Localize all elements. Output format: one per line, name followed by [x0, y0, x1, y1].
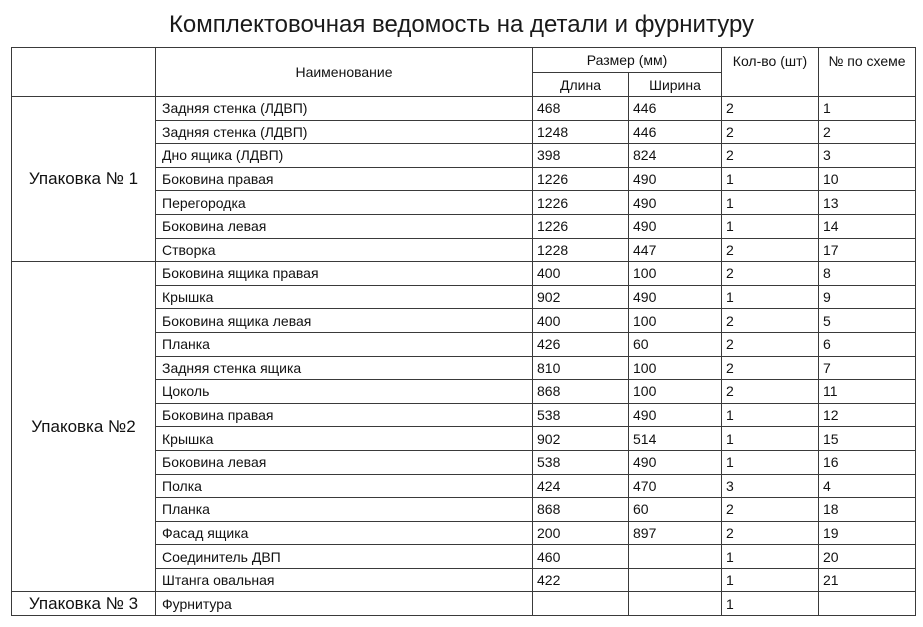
package-label: Упаковка № 3	[12, 592, 156, 616]
quantity-cell: 1	[722, 427, 819, 451]
scheme-number-cell: 3	[819, 144, 916, 168]
quantity-cell: 2	[722, 356, 819, 380]
scheme-number-cell: 9	[819, 285, 916, 309]
scheme-number-cell: 13	[819, 191, 916, 215]
scheme-number-cell: 20	[819, 545, 916, 569]
scheme-number-cell: 10	[819, 167, 916, 191]
scheme-number-cell: 19	[819, 521, 916, 545]
width-cell: 490	[629, 191, 722, 215]
length-cell: 868	[533, 498, 629, 522]
width-cell	[629, 545, 722, 569]
part-name-cell: Боковина ящика левая	[156, 309, 533, 333]
width-cell: 490	[629, 285, 722, 309]
scheme-number-cell: 11	[819, 380, 916, 404]
scheme-number-cell: 21	[819, 568, 916, 592]
width-cell: 490	[629, 214, 722, 238]
quantity-cell: 2	[722, 380, 819, 404]
scheme-number-cell: 7	[819, 356, 916, 380]
part-name-cell: Фурнитура	[156, 592, 533, 616]
width-cell: 490	[629, 403, 722, 427]
quantity-cell: 1	[722, 568, 819, 592]
width-cell: 100	[629, 262, 722, 286]
quantity-cell: 2	[722, 144, 819, 168]
header-size: Размер (мм)	[533, 48, 722, 73]
scheme-number-cell: 6	[819, 332, 916, 356]
scheme-number-cell: 8	[819, 262, 916, 286]
length-cell	[533, 592, 629, 616]
length-cell: 422	[533, 568, 629, 592]
part-name-cell: Полка	[156, 474, 533, 498]
quantity-cell: 2	[722, 238, 819, 262]
length-cell: 460	[533, 545, 629, 569]
width-cell: 447	[629, 238, 722, 262]
part-name-cell: Штанга овальная	[156, 568, 533, 592]
package-label: Упаковка №2	[12, 262, 156, 592]
quantity-cell: 2	[722, 262, 819, 286]
part-name-cell: Планка	[156, 498, 533, 522]
width-cell	[629, 592, 722, 616]
header-name: Наименование	[156, 48, 533, 97]
length-cell: 1228	[533, 238, 629, 262]
scheme-number-cell: 5	[819, 309, 916, 333]
scheme-number-cell: 2	[819, 120, 916, 144]
quantity-cell: 1	[722, 403, 819, 427]
scheme-number-cell: 1	[819, 97, 916, 121]
quantity-cell: 2	[722, 521, 819, 545]
scheme-number-cell	[819, 592, 916, 616]
part-name-cell: Цоколь	[156, 380, 533, 404]
width-cell: 100	[629, 356, 722, 380]
width-cell: 824	[629, 144, 722, 168]
quantity-cell: 2	[722, 120, 819, 144]
part-name-cell: Боковина левая	[156, 214, 533, 238]
header-corner-cell	[12, 48, 156, 97]
part-name-cell: Боковина левая	[156, 450, 533, 474]
page-title: Комплектовочная ведомость на детали и фурнитуру	[168, 11, 755, 38]
width-cell: 100	[629, 380, 722, 404]
length-cell: 1226	[533, 167, 629, 191]
length-cell: 868	[533, 380, 629, 404]
scheme-number-cell: 16	[819, 450, 916, 474]
length-cell: 1248	[533, 120, 629, 144]
width-cell: 60	[629, 498, 722, 522]
scheme-number-cell: 18	[819, 498, 916, 522]
width-cell: 490	[629, 167, 722, 191]
header-width: Ширина	[629, 73, 722, 97]
width-cell: 490	[629, 450, 722, 474]
width-cell: 446	[629, 97, 722, 121]
table-row	[12, 592, 916, 616]
length-cell: 400	[533, 309, 629, 333]
quantity-cell: 1	[722, 285, 819, 309]
scheme-number-cell: 14	[819, 214, 916, 238]
scheme-number-cell: 12	[819, 403, 916, 427]
table-row	[12, 262, 916, 286]
part-name-cell: Планка	[156, 332, 533, 356]
length-cell: 538	[533, 403, 629, 427]
quantity-cell: 3	[722, 474, 819, 498]
part-name-cell: Задняя стенка ящика	[156, 356, 533, 380]
quantity-cell: 2	[722, 309, 819, 333]
quantity-cell: 2	[722, 498, 819, 522]
length-cell: 400	[533, 262, 629, 286]
part-name-cell: Крышка	[156, 285, 533, 309]
width-cell: 897	[629, 521, 722, 545]
length-cell: 398	[533, 144, 629, 168]
table-row	[12, 97, 916, 121]
quantity-cell: 2	[722, 97, 819, 121]
quantity-cell: 2	[722, 332, 819, 356]
length-cell: 902	[533, 427, 629, 451]
part-name-cell: Задняя стенка (ЛДВП)	[156, 120, 533, 144]
quantity-cell: 1	[722, 450, 819, 474]
width-cell: 514	[629, 427, 722, 451]
header-length: Длина	[533, 73, 629, 97]
parts-table	[11, 47, 916, 616]
scheme-number-cell: 17	[819, 238, 916, 262]
width-cell: 100	[629, 309, 722, 333]
part-name-cell: Фасад ящика	[156, 521, 533, 545]
length-cell: 468	[533, 97, 629, 121]
scheme-number-cell: 4	[819, 474, 916, 498]
quantity-cell: 1	[722, 191, 819, 215]
part-name-cell: Боковина ящика правая	[156, 262, 533, 286]
length-cell: 426	[533, 332, 629, 356]
part-name-cell: Перегородка	[156, 191, 533, 215]
header-scheme: № по схеме	[819, 48, 916, 97]
part-name-cell: Дно ящика (ЛДВП)	[156, 144, 533, 168]
length-cell: 200	[533, 521, 629, 545]
length-cell: 1226	[533, 214, 629, 238]
width-cell: 470	[629, 474, 722, 498]
length-cell: 538	[533, 450, 629, 474]
part-name-cell: Соединитель ДВП	[156, 545, 533, 569]
length-cell: 424	[533, 474, 629, 498]
header-qty: Кол-во (шт)	[722, 48, 819, 97]
part-name-cell: Крышка	[156, 427, 533, 451]
scheme-number-cell: 15	[819, 427, 916, 451]
quantity-cell: 1	[722, 545, 819, 569]
length-cell: 1226	[533, 191, 629, 215]
part-name-cell: Створка	[156, 238, 533, 262]
package-label: Упаковка № 1	[12, 97, 156, 262]
part-name-cell: Боковина правая	[156, 167, 533, 191]
width-cell: 60	[629, 332, 722, 356]
quantity-cell: 1	[722, 592, 819, 616]
quantity-cell: 1	[722, 214, 819, 238]
part-name-cell: Боковина правая	[156, 403, 533, 427]
quantity-cell: 1	[722, 167, 819, 191]
header-row-top	[12, 48, 916, 73]
width-cell: 446	[629, 120, 722, 144]
length-cell: 810	[533, 356, 629, 380]
length-cell: 902	[533, 285, 629, 309]
width-cell	[629, 568, 722, 592]
part-name-cell: Задняя стенка (ЛДВП)	[156, 97, 533, 121]
